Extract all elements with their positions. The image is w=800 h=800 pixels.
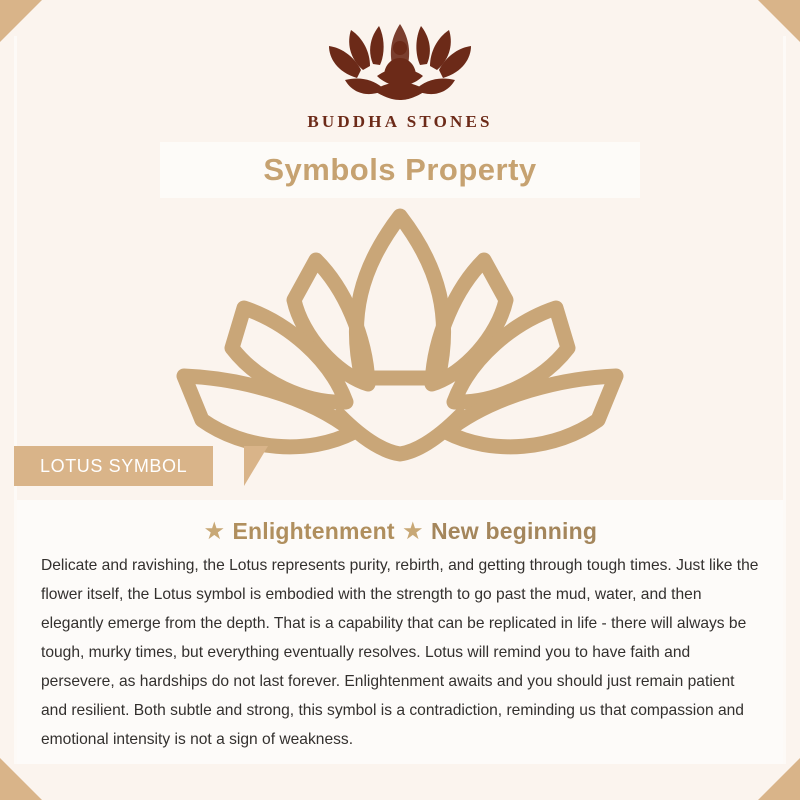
ribbon-label-text: LOTUS SYMBOL: [40, 455, 188, 476]
ribbon-label: [14, 446, 213, 486]
star-icon-middle: ★: [403, 520, 423, 543]
brand-logo: [0, 18, 800, 132]
corner-decoration-bottom-left: [0, 758, 42, 800]
lotus-flower-icon: [140, 188, 660, 488]
headline-part-one: Enlightenment: [232, 518, 395, 544]
content-panel: [17, 500, 783, 764]
page-title-text: Symbols Property: [263, 152, 537, 187]
headline-part-two: New beginning: [431, 518, 598, 544]
star-icon-left: ★: [204, 520, 224, 543]
hero-graphic: [0, 188, 800, 488]
body-paragraph: Delicate and ravishing, the Lotus represents purity, rebirth, and getting through tough times. Just like the flower itself, the Lotus symbol is embodied with the strength to go past the mud, water, and then elegantly emerge from the depth. That is a capability that can be replicated in life - there will always be tough, murky times, but everything eventually resolves. Lotus will remind you to have faith and persevere, as hardships do not last forever. Enlightenment awaits and you should just remain patient and resilient. Both subtle and strong, this symbol is a contradiction, reminding us that compassion and emotional intensity is not a sign of weakness.: [41, 557, 759, 748]
brand-name: BUDDHA STONES: [307, 112, 493, 131]
headline: [17, 518, 783, 545]
ribbon-tail: [244, 446, 268, 486]
lotus-meditation-figure-icon: [315, 18, 485, 110]
corner-decoration-bottom-right: [758, 758, 800, 800]
